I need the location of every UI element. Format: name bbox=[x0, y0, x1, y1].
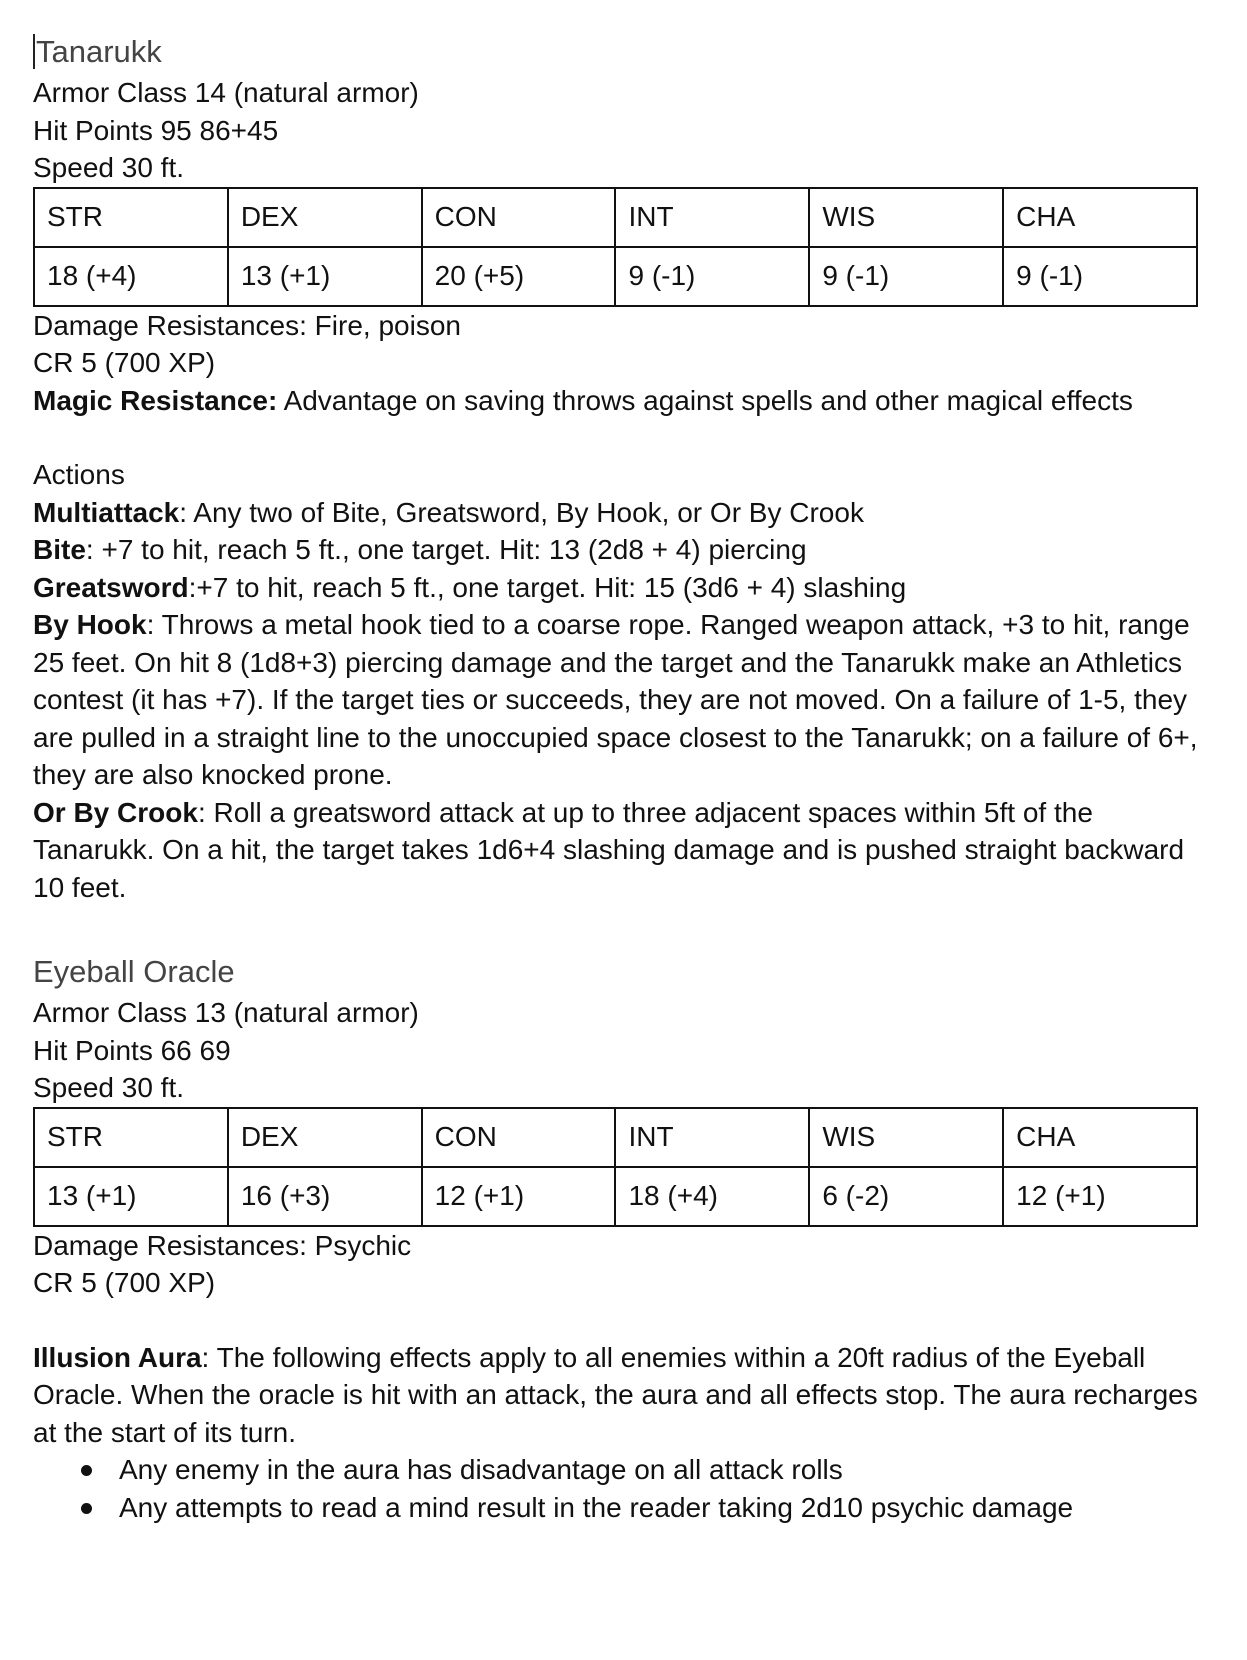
stat-value: 12 (+1) bbox=[422, 1167, 616, 1226]
action bbox=[33, 794, 1198, 907]
effects-list bbox=[33, 1451, 1213, 1526]
ability-scores-table bbox=[33, 1107, 1198, 1227]
stat-value: 13 (+1) bbox=[34, 1167, 228, 1226]
stat-header: WIS bbox=[809, 188, 1003, 247]
trait-name: Magic Resistance: bbox=[33, 384, 278, 416]
stat-header: CHA bbox=[1003, 1108, 1197, 1167]
action bbox=[33, 531, 1198, 569]
action-text: : Roll a greatsword attack at up to three adjacent spaces within 5ft of the Tanarukk. On a hit, the target takes 1d6+4 slashing damage and is pushed straight backward 10 feet. bbox=[33, 796, 1185, 903]
action bbox=[33, 494, 1198, 532]
armor-class: Armor Class 14 (natural armor) bbox=[33, 77, 419, 108]
stat-value: 9 (-1) bbox=[809, 247, 1003, 306]
trait bbox=[33, 1339, 1198, 1452]
damage-resistances: Damage Resistances: Psychic bbox=[33, 1229, 412, 1261]
action-text: : Throws a metal hook tied to a coarse rope. Ranged weapon attack, +3 to hit, range 25 feet. On hit 8 (1d8+3) piercing damage and the target and the Tanarukk make an Athletics contest (it has +7). If the target ties or succeeds, they are not moved. On a failure of 1-5, they are pulled in a straight line to the unoccupied space closest to the Tanarukk; on a failure of 6+, they are also knocked prone. bbox=[33, 609, 1198, 790]
hit-points: Hit Points 66 69 bbox=[33, 1034, 231, 1066]
trait bbox=[33, 382, 1198, 420]
text-cursor bbox=[33, 34, 35, 69]
action-text: : Any two of Bite, Greatsword, By Hook, or Or By Crook bbox=[179, 496, 864, 528]
stat-value: 13 (+1) bbox=[228, 247, 422, 306]
action bbox=[33, 606, 1198, 794]
monster-title: Tanarukk bbox=[33, 30, 1213, 74]
action bbox=[33, 569, 1198, 607]
stat-value: 9 (-1) bbox=[1003, 247, 1197, 306]
stat-header: CHA bbox=[1003, 188, 1197, 247]
stat-header: CON bbox=[422, 188, 616, 247]
stat-value: 20 (+5) bbox=[422, 247, 616, 306]
challenge-rating: CR 5 (700 XP) bbox=[33, 347, 216, 378]
action-name: By Hook bbox=[33, 609, 147, 640]
challenge-rating: CR 5 (700 XP) bbox=[33, 1267, 216, 1298]
table-row bbox=[34, 1167, 1197, 1226]
stat-value: 12 (+1) bbox=[1003, 1167, 1197, 1226]
table-row bbox=[34, 1108, 1197, 1167]
action-name: Greatsword bbox=[33, 571, 189, 603]
monster-title: Eyeball Oracle bbox=[33, 954, 235, 989]
bullet-icon bbox=[81, 1503, 92, 1514]
actions-heading: Actions bbox=[33, 459, 125, 490]
stat-header: STR bbox=[34, 188, 228, 247]
hit-points: Hit Points 95 86+45 bbox=[33, 114, 279, 146]
list-item: Any enemy in the aura has disadvantage on all attack rolls bbox=[81, 1451, 1213, 1489]
stat-value: 18 (+4) bbox=[34, 247, 228, 306]
damage-resistances: Damage Resistances: Fire, poison bbox=[33, 309, 461, 341]
stat-value: 18 (+4) bbox=[615, 1167, 809, 1226]
trait-text: : The following effects apply to all enemies within a 20ft radius of the Eyeball Oracle. When the oracle is hit with an attack, the aura and all effects stop. The aura recharges at the start of its turn. bbox=[33, 1341, 1198, 1448]
stat-header: STR bbox=[34, 1108, 228, 1167]
stat-header: INT bbox=[615, 1108, 809, 1167]
table-row bbox=[34, 247, 1197, 306]
speed: Speed 30 ft. bbox=[33, 1072, 185, 1103]
document-page bbox=[33, 30, 1213, 1526]
stat-header: INT bbox=[615, 188, 809, 247]
action-text: : +7 to hit, reach 5 ft., one target. Hit: 13 (2d8 + 4) piercing bbox=[85, 534, 807, 565]
action-name: Or By Crook bbox=[33, 796, 198, 828]
stat-value: 16 (+3) bbox=[228, 1167, 422, 1226]
action-name: Bite bbox=[33, 534, 86, 565]
ability-scores-table bbox=[33, 187, 1198, 307]
list-item: Any attempts to read a mind result in the reader taking 2d10 psychic damage bbox=[81, 1489, 1213, 1527]
bullet-icon bbox=[81, 1465, 92, 1476]
stat-header: DEX bbox=[228, 1108, 422, 1167]
trait-text: Advantage on saving throws against spells and other magical effects bbox=[277, 384, 1133, 416]
trait-name: Illusion Aura bbox=[33, 1341, 202, 1373]
stat-header: CON bbox=[422, 1108, 616, 1167]
stat-header: DEX bbox=[228, 188, 422, 247]
stat-value: 9 (-1) bbox=[615, 247, 809, 306]
armor-class: Armor Class 13 (natural armor) bbox=[33, 997, 419, 1028]
action-text: :+7 to hit, reach 5 ft., one target. Hit: 15 (3d6 + 4) slashing bbox=[188, 571, 907, 603]
action-name: Multiattack bbox=[33, 496, 180, 528]
speed: Speed 30 ft. bbox=[33, 152, 185, 183]
table-row bbox=[34, 188, 1197, 247]
stat-header: WIS bbox=[809, 1108, 1003, 1167]
stat-value: 6 (-2) bbox=[809, 1167, 1003, 1226]
